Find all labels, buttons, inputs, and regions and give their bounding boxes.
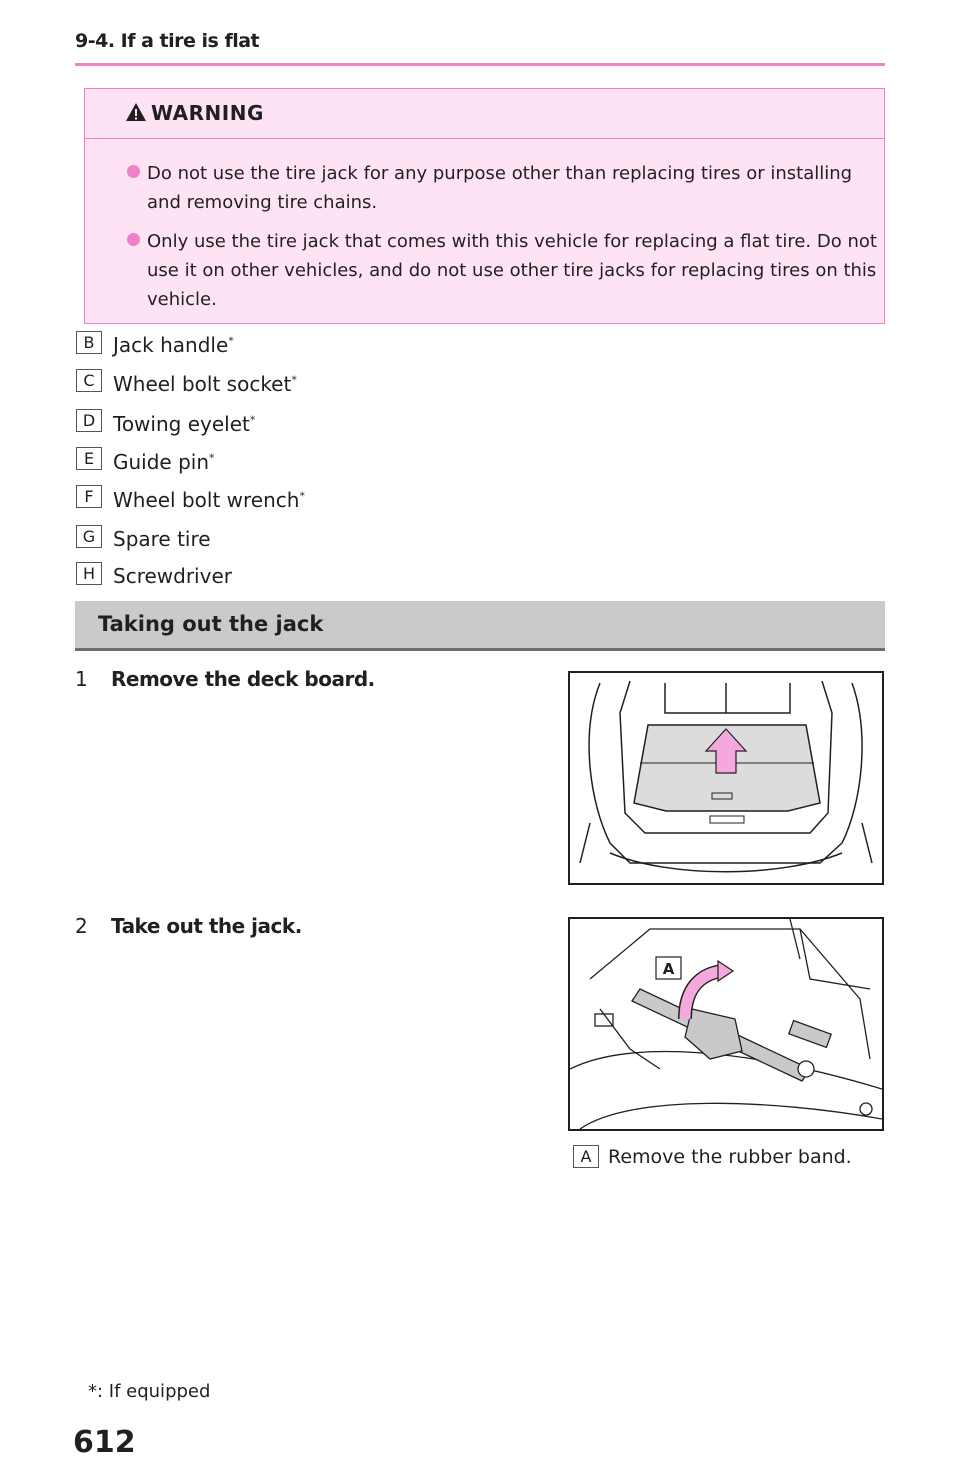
tool-letter-label: G: [76, 525, 102, 548]
warning-triangle-icon: [125, 102, 147, 122]
page-number: 612: [73, 1425, 136, 1460]
rotate-arrow-icon: [718, 961, 733, 981]
tool-item: [113, 527, 211, 551]
step-number: 2: [75, 914, 88, 938]
warning-box: [84, 88, 885, 324]
tool-letter-label: E: [76, 447, 102, 470]
tool-item: [113, 488, 305, 512]
step-text: Take out the jack.: [111, 914, 302, 938]
tool-name: Wheel bolt socket: [113, 372, 292, 396]
tool-letter-label: C: [76, 369, 102, 392]
tool-asterisk: *: [209, 451, 215, 465]
tool-asterisk: *: [228, 334, 234, 348]
tool-item: [113, 564, 232, 588]
header-rule: [75, 63, 885, 66]
cargo-area-drawing: [570, 673, 882, 883]
warning-item: [147, 159, 877, 217]
tool-item: [113, 412, 255, 436]
caption-letter-label: A: [573, 1145, 599, 1168]
tool-letter-label: H: [76, 562, 102, 585]
tool-asterisk: *: [291, 373, 297, 387]
step-text: Remove the deck board.: [111, 667, 375, 691]
warning-item-text: Do not use the tire jack for any purpose other than replacing tires or installing and removing tire chains.: [147, 163, 853, 213]
tool-name: Wheel bolt wrench: [113, 488, 300, 512]
warning-header: [85, 89, 884, 139]
jack-removal-illustration: [568, 917, 884, 1131]
tool-asterisk: *: [249, 413, 256, 427]
step-number: 1: [75, 667, 88, 691]
section-heading: Taking out the jack: [98, 612, 324, 636]
section-title: 9-4. If a tire is flat: [75, 30, 260, 52]
footnote: *: If equipped: [88, 1381, 211, 1402]
tool-name: Guide pin: [113, 450, 210, 474]
tool-letter-label: B: [76, 331, 102, 354]
warning-item-text: Only use the tire jack that comes with this vehicle for replacing a flat tire. Do not use it on other vehicles, and do not use other tire jacks for replacing tires on this vehicle.: [147, 231, 877, 310]
section-heading-rule: [75, 648, 885, 651]
jack-compartment-drawing: [570, 919, 882, 1129]
tool-item: [113, 372, 297, 396]
warning-item: [147, 227, 877, 314]
tool-letter-label: F: [76, 485, 102, 508]
tool-letter-label: D: [76, 409, 102, 432]
warning-title: WARNING: [151, 101, 264, 125]
tool-name: Towing eyelet: [113, 412, 250, 436]
bullet-icon: [127, 165, 140, 178]
tool-item: [113, 333, 234, 357]
tool-name: Screwdriver: [113, 564, 232, 588]
tool-name: Spare tire: [113, 527, 211, 551]
bullet-icon: [127, 233, 140, 246]
tool-name: Jack handle: [113, 333, 229, 357]
deck-board-illustration: [568, 671, 884, 885]
tool-item: [113, 450, 215, 474]
figure-caption: Remove the rubber band.: [608, 1146, 852, 1168]
tool-asterisk: *: [299, 489, 305, 503]
callout-a-label: A: [662, 960, 675, 978]
